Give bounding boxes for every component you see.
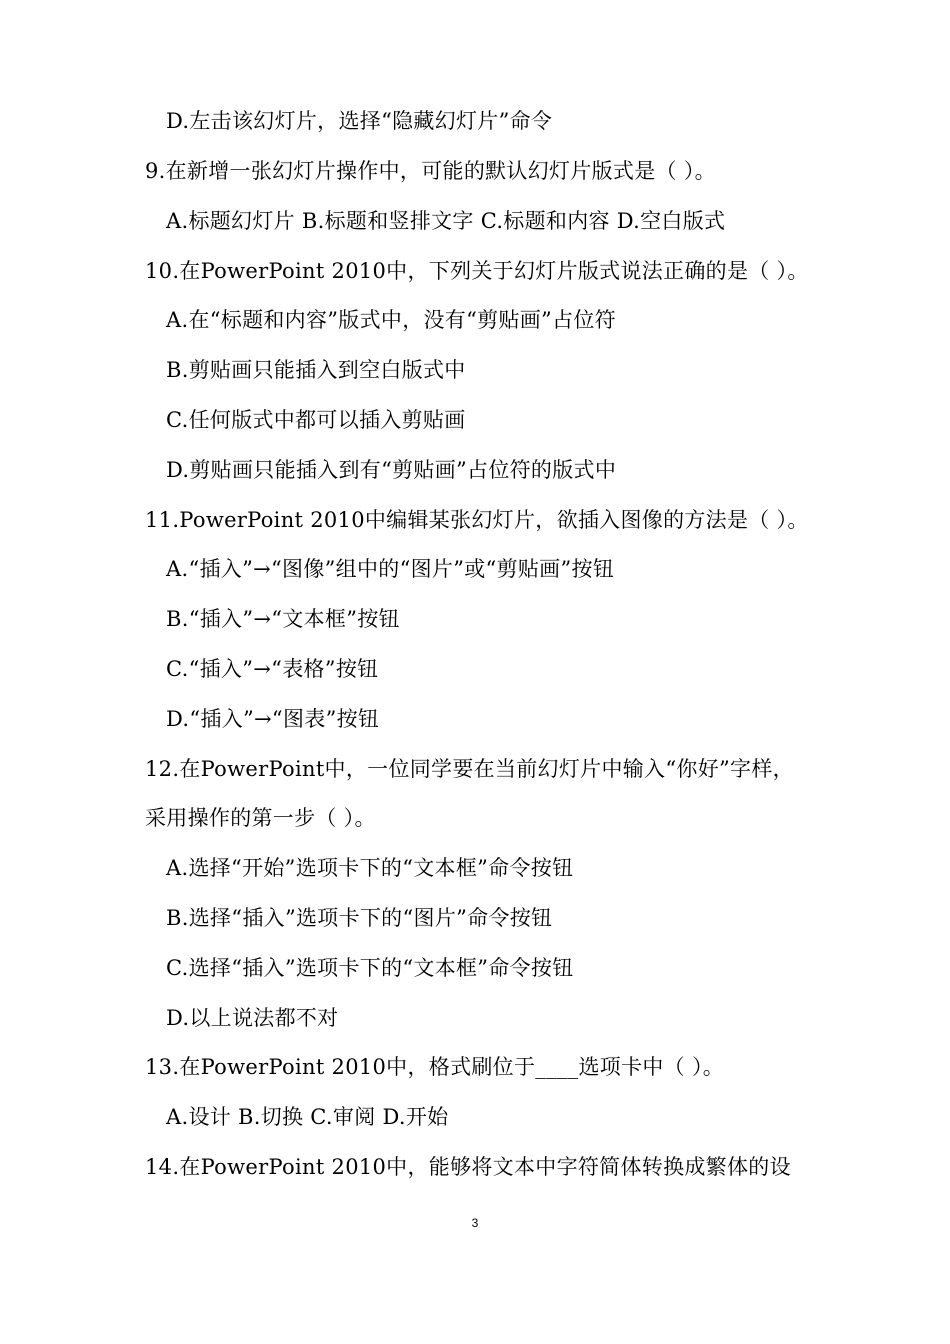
option-line: C.选择“插入”选项卡下的“文本框”命令按钮 xyxy=(166,956,574,980)
option-line: A.标题幻灯片 B.标题和竖排文字 C.标题和内容 D.空白版式 xyxy=(166,209,726,233)
option-line: D.“插入”→“图表”按钮 xyxy=(166,707,380,731)
question-line: 11.PowerPoint 2010中编辑某张幻灯片，欲插入图像的方法是（ ）。 xyxy=(145,508,809,532)
option-line: B.选择“插入”选项卡下的“图片”命令按钮 xyxy=(166,906,553,930)
option-line: C.“插入”→“表格”按钮 xyxy=(166,657,379,681)
option-line: C.任何版式中都可以插入剪贴画 xyxy=(166,408,466,432)
option-line: A.设计 B.切换 C.审阅 D.开始 xyxy=(166,1105,449,1129)
question-line: 采用操作的第一步（ ）。 xyxy=(145,806,376,830)
option-line: A.在“标题和内容”版式中，没有“剪贴画”占位符 xyxy=(166,308,616,332)
page-number: 3 xyxy=(471,1216,479,1230)
question-line: 9.在新增一张幻灯片操作中，可能的默认幻灯片版式是（ ）。 xyxy=(145,159,716,183)
question-line: 10.在PowerPoint 2010中，下列关于幻灯片版式说法正确的是（ ）。 xyxy=(145,259,809,283)
question-line: 13.在PowerPoint 2010中，格式刷位于____选项卡中（ ）。 xyxy=(145,1055,725,1079)
option-line: B.剪贴画只能插入到空白版式中 xyxy=(166,358,466,382)
option-line: D.左击该幻灯片，选择“隐藏幻灯片”命令 xyxy=(166,109,553,133)
option-line: A.选择“开始”选项卡下的“文本框”命令按钮 xyxy=(166,856,574,880)
option-line: A.“插入”→“图像”组中的“图片”或“剪贴画”按钮 xyxy=(166,557,615,581)
option-line: D.以上说法都不对 xyxy=(166,1006,339,1030)
option-line: D.剪贴画只能插入到有“剪贴画”占位符的版式中 xyxy=(166,458,617,482)
question-line: 12.在PowerPoint中，一位同学要在当前幻灯片中输入“你好”字样， xyxy=(145,757,794,781)
option-line: B.“插入”→“文本框”按钮 xyxy=(166,607,400,631)
question-line: 14.在PowerPoint 2010中，能够将文本中字符简体转换成繁体的设 xyxy=(145,1155,791,1179)
